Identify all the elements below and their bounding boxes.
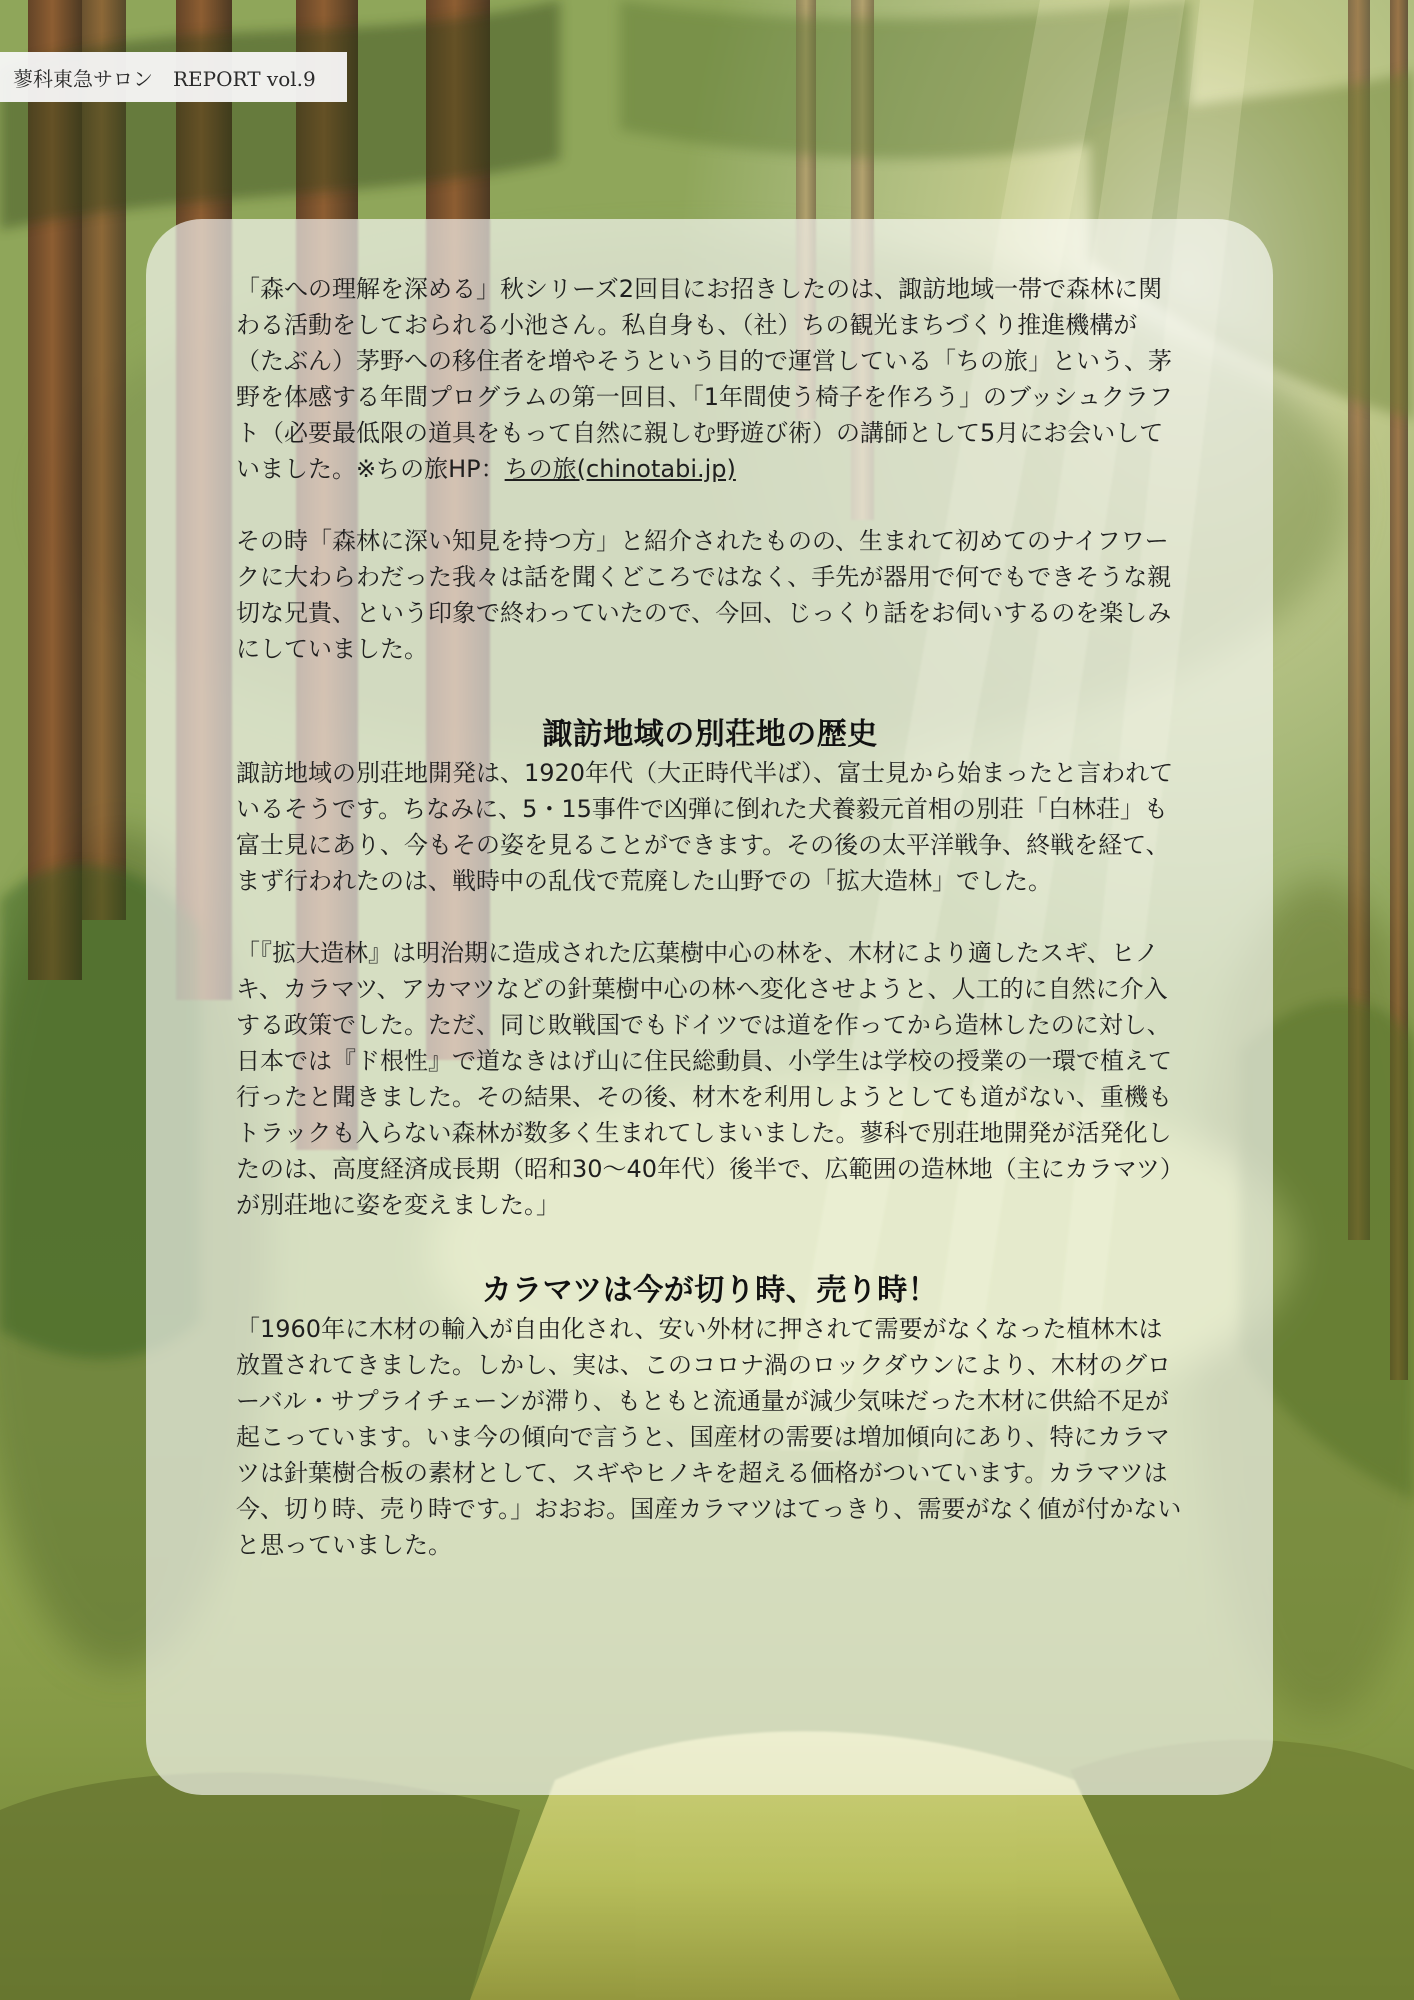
larch-paragraph: 「1960年に木材の輸入が自由化され、安い外材に押されて需要がなくなった植林木は放置されてきました。しかし、実は、このコロナ渦のロックダウンにより、木材のグローバル・サプライチェーンが滞り、もともと流通量が減少気味だった木材に供給不足が起こっています。いま今の傾向で言うと、国産材の需要は増加傾向にあり、特にカラマツは針葉樹合板の素材として、スギやヒノキを超える価格がついています。カラマツは今、切り時、売り時です。」おおお。国産カラマツはてっきり、需要がなく値が付かないと思っていました。 (236, 1315, 1182, 1559)
article-content (236, 271, 1184, 1563)
chinotabi-link[interactable]: ちの旅(chinotabi.jp) (504, 455, 736, 483)
impression-paragraph: その時「森林に深い知見を持つ方」と紹介されたものの、生まれて初めてのナイフワークに大わらわだった我々は話を聞くどころではなく、手先が器用で何でもできそうな親切な兄貴、という印象で終わっていたので、今回、じっくり話をお伺いするのを楽しみにしていました。 (236, 527, 1172, 663)
section-heading-history: 諏訪地域の別荘地の歴史 (542, 717, 878, 752)
intro-paragraph-text: 「森への理解を深める」秋シリーズ2回目にお招きしたのは、諏訪地域一帯で森林に関わる活動をしておられる小池さん。私自身も、（社）ちの観光まちづくり推進機構が（たぶん）茅野への移住者を増やそうという目的で運営している「ちの旅」という、茅野を体感する年間プログラムの第一回目、「1年間使う椅子を作ろう」のブッシュクラフト（必要最低限の道具をもって自然に親しむ野遊び術）の講師として5月にお会いしていました。※ちの旅HP： (236, 275, 1173, 483)
intro-paragraph (236, 271, 1184, 487)
report-header-label: 蓼科東急サロン REPORT vol.9 (0, 52, 347, 102)
section-heading-larch: カラマツは今が切り時、売り時！ (481, 1273, 939, 1308)
history-paragraph: 諏訪地域の別荘地開発は、1920年代（大正時代半ば）、富士見から始まったと言われているそうです。ちなみに、5・15事件で凶弾に倒れた犬養毅元首相の別荘「白林荘」も富士見にあり、今もその姿を見ることができます。その後の太平洋戦争、終戦を経て、まず行われたのは、戦時中の乱伐で荒廃した山野での「拡大造林」でした。 (236, 759, 1174, 895)
article-panel (146, 219, 1273, 1795)
afforestation-quote-paragraph: 「『拡大造林』は明治期に造成された広葉樹中心の林を、木材により適したスギ、ヒノキ、カラマツ、アカマツなどの針葉樹中心の林へ変化させようと、人工的に自然に介入する政策でした。ただ、同じ敗戦国でもドイツでは道を作ってから造林したのに対し、日本では『ド根性』で道なきはげ山に住民総動員、小学生は学校の授業の一環で植えて行ったと聞きました。その結果、その後、材木を利用しようとしても道がない、重機もトラックも入らない森林が数多く生まれてしまいました。蓼科で別荘地開発が活発化したのは、高度経済成長期（昭和30〜40年代）後半で、広範囲の造林地（主にカラマツ）が別荘地に姿を変えました。」 (236, 939, 1184, 1219)
